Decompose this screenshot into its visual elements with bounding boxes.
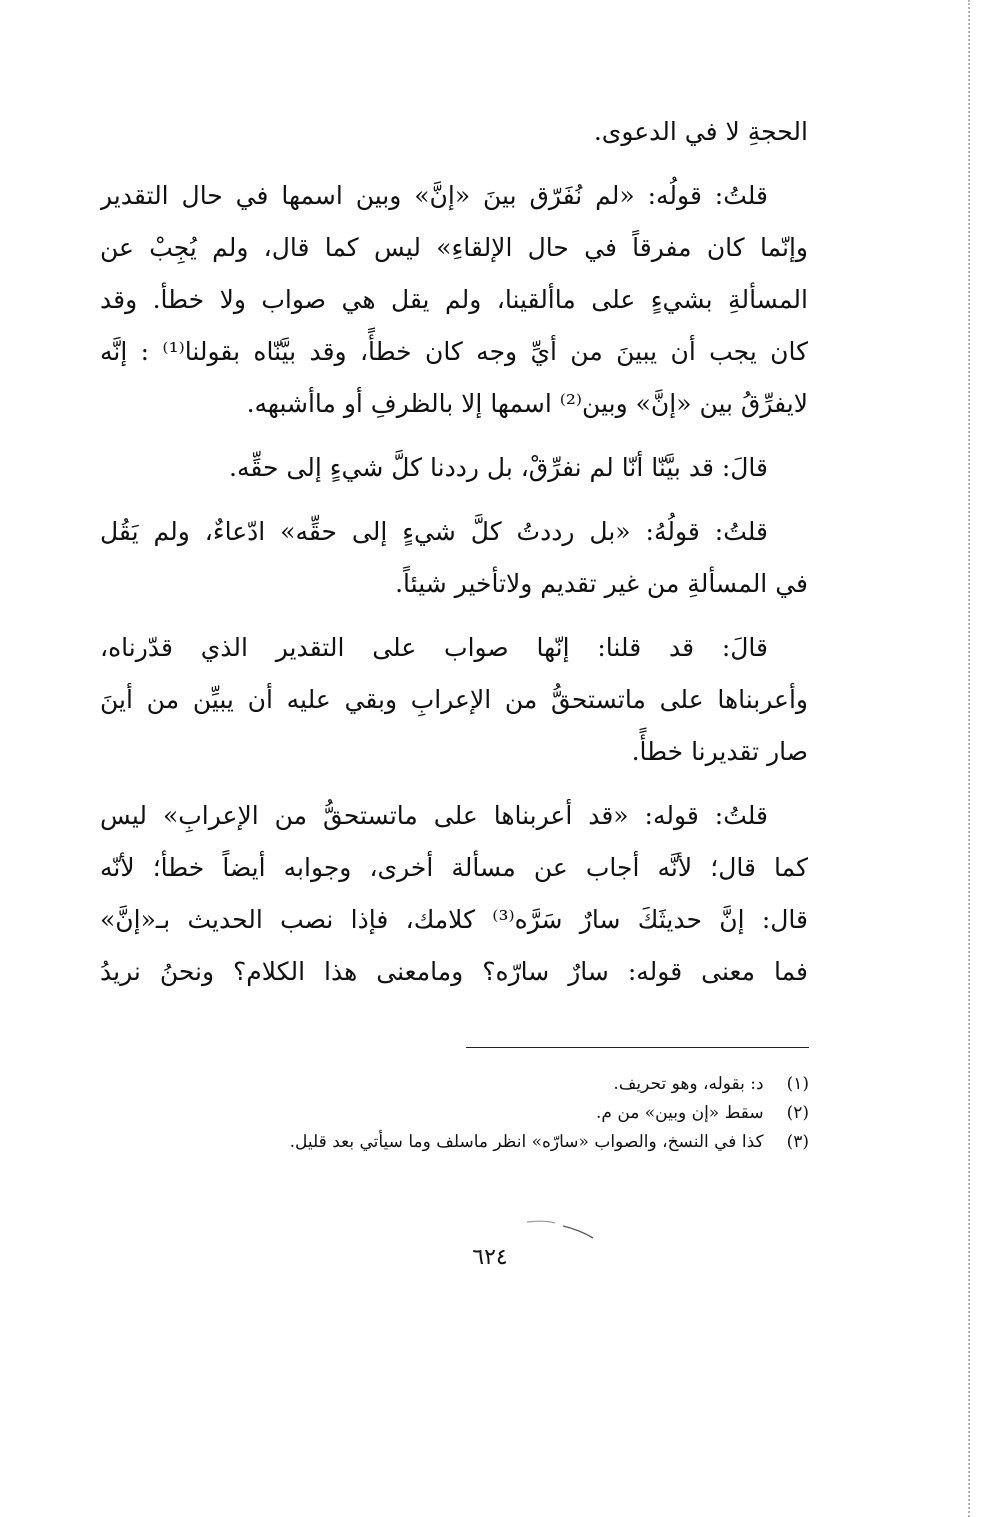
paragraph-1	[100, 106, 808, 158]
ink-smudge	[525, 1216, 595, 1240]
footnote-2	[200, 1099, 809, 1128]
paragraph-3	[100, 442, 808, 494]
text-line: في المسألةِ من غير تقديم ولاتأخير شيئاً.	[395, 569, 808, 598]
text-line: فما معنى قوله: سارٌ سارّه؟ ومامعنى هذا الكلام؟ ونحنُ نريدُ	[100, 957, 808, 986]
paragraph-5	[100, 622, 808, 778]
footnote-text: سقط «إن وبين» من م.	[596, 1103, 764, 1123]
paragraph-4	[100, 506, 808, 610]
footnote-text: كذا في النسخ، والصواب «سارّه» انظر ماسلف وما سيأتي بعد قليل.	[289, 1132, 764, 1152]
text-line: قلتُ: قولُه: «لم نُفَرّق بينَ «إنَّ» وبين اسمها في حال التقدير	[100, 181, 768, 210]
text-line: الحجةِ لا في الدعوى.	[593, 117, 808, 146]
footnotes	[200, 1070, 809, 1157]
paragraph-6	[100, 790, 808, 998]
text-line: صار تقديرنا خطأً.	[631, 737, 808, 766]
main-text	[100, 106, 808, 998]
text-line: قال: إنَّ حديثَكَ سارٌ سَرَّه⁽³⁾ كلامك، فإذا نصب الحديث بـ«إنَّ»	[100, 905, 808, 934]
footnote-1	[200, 1070, 809, 1099]
text-line: كان يجب أن يبينَ من أيِّ وجه كان خطأً، وقد بيَّنّاه بقولنا⁽¹⁾ : إنَّه	[100, 337, 808, 366]
scan-edge-dotted-line	[968, 0, 970, 1517]
paragraph-2	[100, 170, 808, 430]
footnote-text: د: بقوله، وهو تحريف.	[613, 1074, 764, 1094]
text-line: قلتُ: قولُهُ: «بل رددتُ كلَّ شيءٍ إلى حقِّه» ادّعاءٌ، ولم يَقُل	[100, 517, 768, 546]
text-line: وأعربناها على ماتستحقُّ من الإعرابِ وبقي عليه أن يبيِّن من أينَ	[100, 685, 808, 714]
text-line: وإنّما كان مفرقاً في حال الإلقاءِ» ليس كما قال، ولم يُجِبْ عن	[100, 233, 808, 262]
text-line: كما قال؛ لأنَّه أجاب عن مسألة أخرى، وجوابه أيضاً خطأ؛ لأنّه	[100, 853, 808, 882]
footnote-number: (٣)	[786, 1132, 809, 1152]
page-number: ٦٢٤	[472, 1245, 508, 1270]
text-line: قلتُ: قوله: «قد أعربناها على ماتستحقُّ من الإعرابِ» ليس	[100, 801, 768, 830]
text-line: قالَ: قد بيَّنّا أنّا لم نفرِّقْ، بل رددنا كلَّ شيءٍ إلى حقِّه.	[229, 453, 768, 482]
footnote-number: (٢)	[786, 1103, 809, 1123]
text-line: قالَ: قد قلنا: إنّها صواب على التقدير الذي قدّرناه،	[100, 633, 768, 662]
text-line: المسألةِ بشيءٍ على ماألقينا، ولم يقل هي صواب ولا خطأ. وقد	[100, 285, 808, 314]
footnote-separator	[466, 1047, 809, 1048]
footnote-3	[200, 1128, 809, 1157]
text-line: لايفرِّقُ بين «إنَّ» وبين⁽²⁾ اسمها إلا بالظرفِ أو ماأشبهه.	[246, 389, 808, 418]
footnote-number: (١)	[786, 1074, 809, 1094]
